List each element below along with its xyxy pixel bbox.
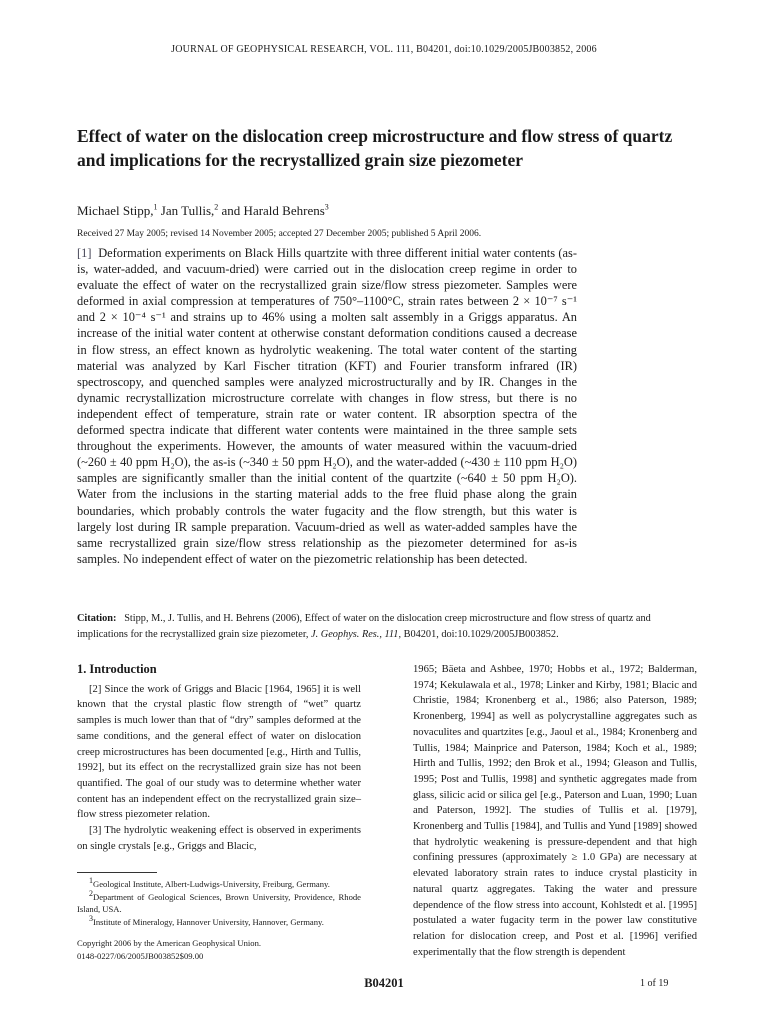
paper-title: Effect of water on the dislocation creep microstructure and flow stress of quartz and implications for the recrystallized grain size piezometer bbox=[77, 126, 673, 170]
body-paragraph bbox=[77, 682, 361, 823]
copyright-line: Copyright 2006 by the American Geophysical Union. bbox=[77, 938, 262, 948]
journal-header: JOURNAL OF GEOPHYSICAL RESEARCH, VOL. 111, B04201, doi:10.1029/2005JB003852, 2006 bbox=[171, 44, 597, 55]
footnote bbox=[77, 913, 361, 929]
footnote-text: Institute of Mineralogy, Hannover University, Hannover, Germany. bbox=[93, 916, 324, 927]
author-affiliation-mark: 3 bbox=[324, 202, 329, 212]
copyright-notice bbox=[77, 937, 261, 962]
issn-line: 0148-0227/06/2005JB003852$09.00 bbox=[77, 950, 204, 961]
paragraph-marker: [2] bbox=[89, 683, 102, 695]
footnote bbox=[77, 878, 361, 891]
abstract-text: Deformation experiments on Black Hills quartzite with three different initial water contents (as-is, water-added, and vacuum-dried) were carried out in the dislocation creep regime in order to evaluate the effect of water on the recrystallized grain size/flow stress piezometer. Samples were deformed in axial compression at temperatures of 750°–1100°C, strain rates between 2 × 10⁻⁷ s⁻¹ and 2 × 10⁻⁴ s⁻¹ and strains up to 46% using a molten salt assembly in a Griggs apparatus. An increase of the initial water content at otherwise constant deformation conditions caused a decrease in flow stress, an effect known as hydrolytic weakening. The total water content of the starting material was analyzed by Karl Fischer titration (KFT) and Fourier transform infrared (IR) spectroscopy, and quenched samples were analyzed microstructurally and by IR. Changes in the dynamic recrystallization microstructure correlate with changes in flow stress, but there is no independent effect of temperature, strain rate or water content. IR absorption spectra of the deformed spectra indicate that different water contents were maintained in the three sample sets throughout the experiments. However, the amounts of water measured within the vacuum-dried (~260 ± 40 ppm H₂O), the as-is (~340 ± 50 ppm H₂O), and the water-added (~430 ± 110 ppm H₂O) samples are significantly smaller than the initial content of the quartzite (~640 ± 50 ppm H₂O). Water from the inclusions in the starting material adds to the free fluid phase along the grain boundaries, which probably controls the water fugacity and the flow strength, but this water is largely lost during IR sample preparation. Vacuum-dried as well as water-added samples have the same recrystallized grain size/flow stress relationship as the piezometer determined for as-is samples. No independent effect of water on the piezometric relationship has been detected. bbox=[77, 246, 577, 566]
left-column bbox=[77, 662, 361, 854]
page-number: 1 of 19 bbox=[640, 978, 669, 989]
footnote-text: Geological Institute, Albert-Ludwigs-University, Freiburg, Germany. bbox=[93, 879, 330, 889]
footnote-divider bbox=[77, 872, 157, 873]
footnote-mark: 2 bbox=[89, 888, 93, 898]
author-name: Michael Stipp, bbox=[77, 203, 154, 218]
author-affiliation-mark: 2 bbox=[214, 202, 219, 212]
citation-label: Citation: bbox=[77, 613, 117, 624]
article-code: B04201 bbox=[364, 976, 404, 990]
body-paragraph: 1965; Bäeta and Ashbee, 1970; Hobbs et al., 1972; Balderman, 1974; Kekulawala et al., 1978; Linker and Kirby, 1981; Blacic and Christie, 1984; Kronenberg et al., 1986; also Paterson, 1989; Kronenberg, 1994] as well as polycrystalline aggregates such as novaculites and quartzites [e.g., Jaoul et al., 1984; Kronenberg and Tullis, 1984; Mainprice and Paterson, 1984; Koch et al., 1989; Hirth and Tullis, 1992; den Brok et al., 1994; Gleason and Tullis, 1995; Post and Tullis, 1998] and synthetic aggregates made from glass, silicic acid or silica gel [e.g., Paterson and Luan, 1990; Luan and Paterson, 1992]. The studies of Tullis et al. [1979], Kronenberg and Tullis [1984], and Tullis and Yund [1989] showed that hydrolytic weakening is pressure-dependent and that high confining pressures (approximately ≥ 1.0 GPa) are necessary at elevated laboratory strain rates to induce crystal plasticity in natural quartz aggregates. Taking the water and pressure dependence of the flow stress into account, Kohlstedt et al. [1995] postulated a water fugacity term in the power law constitutive relation for dislocation creep, and Post et al. [1996] verified experimentally that the flow strength is dependent bbox=[413, 664, 697, 958]
citation-doi: B04201, doi:10.1029/2005JB003852. bbox=[403, 629, 559, 640]
footnote-mark: 3 bbox=[89, 913, 93, 923]
paragraph-text: Since the work of Griggs and Blacic [1964, 1965] it is well known that the crystal plastic flow strength of “wet” quartz samples is much lower than that of “dry” samples deformed at the same conditions, and the general effect of water on dislocation creep microstructures has been documented [e.g., Hirth and Tullis, 1992], but its effect on the recrystallized grain size has not been quantified. The goal of our study was to determine whether water content has an independent effect on the recrystallized grain size–flow stress piezometer relation. bbox=[77, 683, 362, 821]
paragraph-text: The hydrolytic weakening effect is observed in experiments on single crystals [e.g., Griggs and Blacic, bbox=[77, 825, 361, 852]
paragraph-marker: [1] bbox=[77, 246, 92, 260]
section-heading: 1. Introduction bbox=[77, 662, 157, 676]
footnotes bbox=[77, 878, 361, 928]
right-column bbox=[413, 662, 697, 960]
paragraph-marker: [3] bbox=[89, 825, 102, 837]
author-name: and Harald Behrens bbox=[221, 203, 325, 218]
body-paragraph bbox=[77, 823, 361, 854]
publication-history: Received 27 May 2005; revised 14 November 2005; accepted 27 December 2005; published 5 April 2006. bbox=[77, 229, 482, 239]
author-affiliation-mark: 1 bbox=[153, 202, 158, 212]
citation-journal: J. Geophys. Res., 111, bbox=[311, 629, 402, 640]
footnote-mark: 1 bbox=[89, 876, 93, 886]
author-list bbox=[77, 203, 329, 219]
citation-block bbox=[77, 611, 697, 643]
footnote bbox=[77, 888, 361, 916]
footnote-text: Department of Geological Sciences, Brown University, Providence, Rhode Island, USA. bbox=[77, 891, 361, 914]
citation-text: Stipp, M., J. Tullis, and H. Behrens (2006), Effect of water on the dislocation creep microstructure and flow stress of quartz and implications for the recrystallized grain size piezometer, bbox=[77, 613, 651, 640]
author-name: Jan Tullis, bbox=[160, 203, 215, 218]
abstract bbox=[77, 245, 577, 567]
